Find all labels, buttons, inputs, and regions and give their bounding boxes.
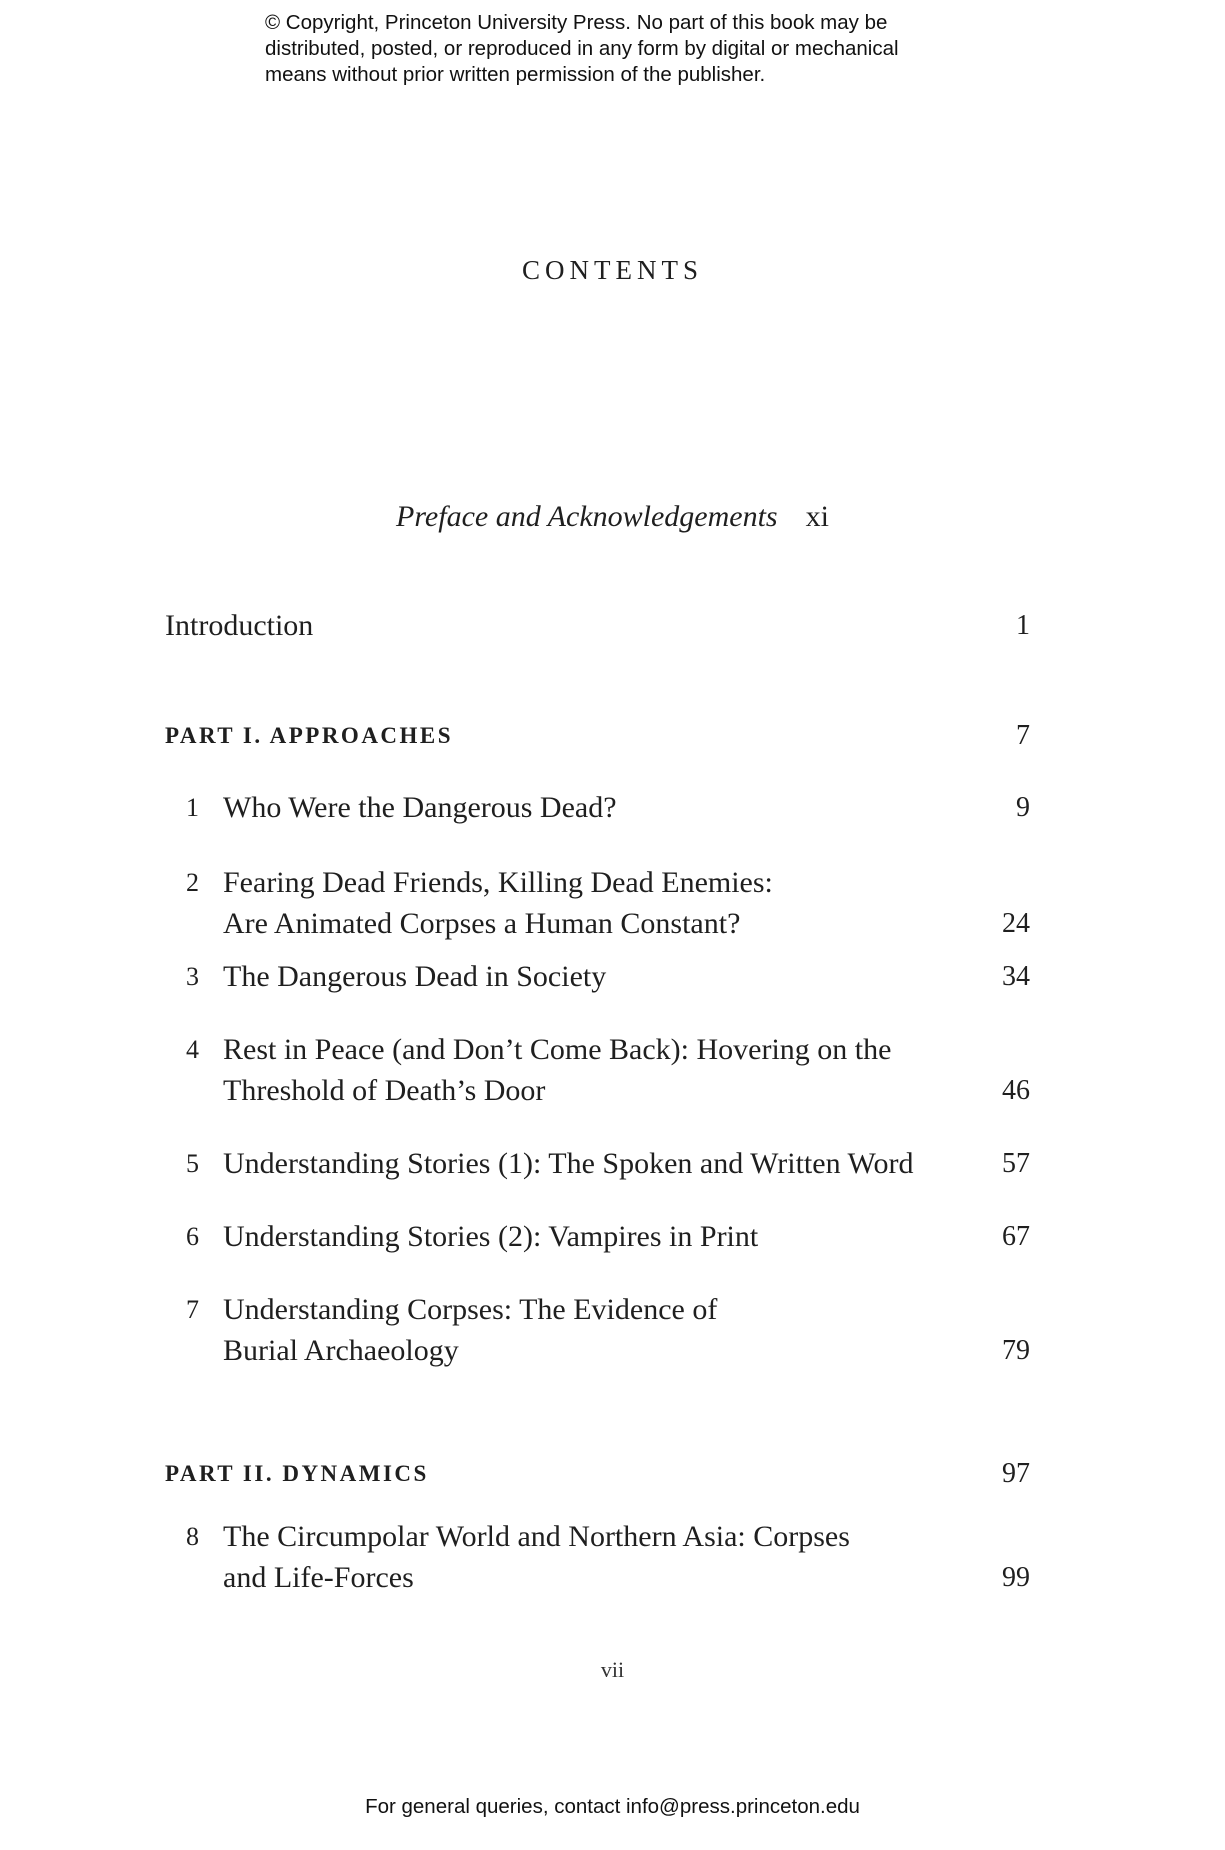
chapter-number: 1 [186,793,199,822]
toc-entry-page: 1 [1016,610,1030,641]
chapter-number: 6 [186,1222,199,1251]
contact-footer: For general queries, contact info@press.princeton.edu [365,1795,860,1818]
toc-entry-page: 57 [1002,1148,1030,1179]
chapter-number: 4 [186,1035,199,1064]
part-title: PART II. DYNAMICS [165,1461,429,1486]
toc-entry-page: 24 [1002,908,1030,939]
chapter-title-line: Understanding Corpses: The Evidence of [223,1293,718,1326]
toc-chapter-4 [165,1029,1030,1113]
toc-part-heading [165,715,1030,757]
toc-entry-page: xi [805,500,829,533]
toc-chapter-3 [165,956,1030,998]
chapter-title-line: Rest in Peace (and Don’t Come Back): Hovering on the [223,1033,892,1066]
chapter-number: 2 [186,868,199,897]
toc-chapter-5 [165,1143,1030,1185]
toc-entry-page: 79 [1002,1335,1030,1366]
copyright-notice [265,10,965,88]
toc-entry-preface [0,500,1225,534]
toc-entry-introduction [165,605,1030,647]
chapter-number: 3 [186,962,199,991]
chapter-title-line: and Life-Forces [223,1561,414,1594]
copyright-line: means without prior written permission of the publisher. [265,63,766,86]
toc-chapter-8 [165,1516,1030,1600]
chapter-number: 7 [186,1295,199,1324]
page-number: vii [600,1657,625,1682]
toc-entry-page: 46 [1002,1075,1030,1106]
chapter-title-line: Threshold of Death’s Door [223,1074,546,1107]
toc-chapter-7 [165,1289,1030,1373]
part-title: PART I. APPROACHES [165,723,454,748]
toc-entry-page: 34 [1002,961,1030,992]
toc-chapter-2 [165,862,1030,946]
copyright-line: distributed, posted, or reproduced in any form by digital or mechanical [265,37,899,60]
toc-part-heading [165,1453,1030,1495]
page-title: CONTENTS [522,255,703,285]
chapter-number: 5 [186,1149,199,1178]
toc-entry-page: 99 [1002,1562,1030,1593]
chapter-title-line: Understanding Stories (2): Vampires in Print [223,1220,759,1253]
toc-chapter-1 [165,787,1030,829]
chapter-title-line: Are Animated Corpses a Human Constant? [223,907,741,940]
toc-chapter-6 [165,1216,1030,1258]
toc-entry-page: 97 [1002,1458,1030,1489]
toc-entry-page: 67 [1002,1221,1030,1252]
chapter-title-line: Who Were the Dangerous Dead? [223,791,617,824]
toc-entry-title: Introduction [165,609,314,642]
chapter-title-line: Fearing Dead Friends, Killing Dead Enemies: [223,866,773,899]
chapter-title-line: Understanding Stories (1): The Spoken and Written Word [223,1147,914,1180]
toc-entry-page: 7 [1016,720,1030,751]
chapter-number: 8 [186,1522,199,1551]
toc-entry-title: Preface and Acknowledgements [396,500,778,533]
copyright-line: © Copyright, Princeton University Press. No part of this book may be [265,11,888,34]
chapter-title-line: Burial Archaeology [223,1334,459,1367]
chapter-title-line: The Dangerous Dead in Society [223,960,607,993]
toc-entry-page: 9 [1016,792,1030,823]
chapter-title-line: The Circumpolar World and Northern Asia: Corpses [223,1520,850,1553]
